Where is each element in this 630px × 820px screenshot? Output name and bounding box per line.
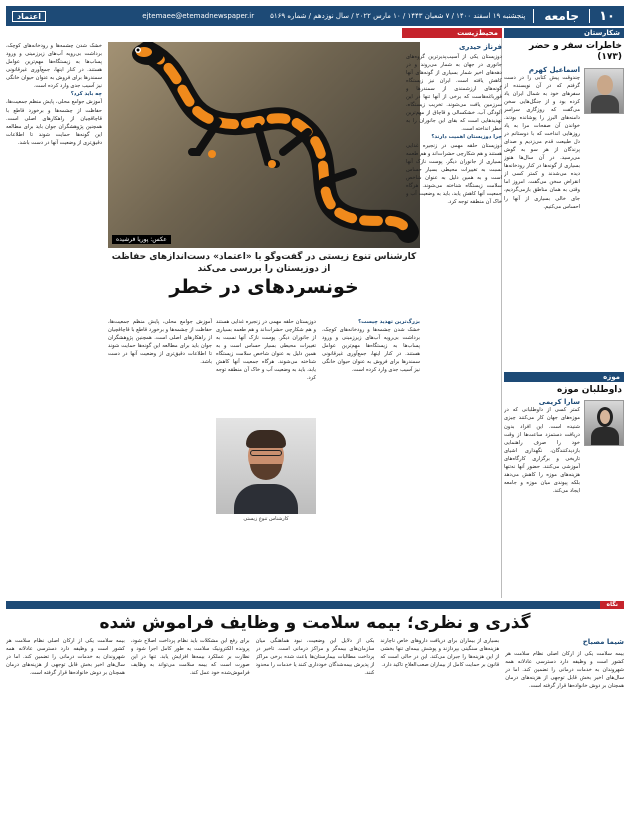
interviewee-photo — [216, 418, 316, 514]
lower-column-3: یکی از دلایل این وضعیت، نبود هماهنگی میان سازمان‌های بیمه‌گر و مراکز درمانی است. تاخیر در پرداخت مطالبات بیمارستان‌ها باعث شده برخی مراکز از پذیرش بیمه‌شدگان خودداری کنند یا خدمات را محدود کنند. — [255, 638, 375, 677]
lower-column-4: برای رفع این مشکلات باید نظام پرداخت اصلاح شود، پرونده الکترونیک سلامت به طور کامل اجرا شود و نظارت بر عملکرد بیمه‌ها افزایش یابد. تنها در این صورت است که بیمه سلامت می‌تواند به وظایف فراموش‌شده خود عمل کند. — [130, 638, 250, 677]
article-text-6: آموزش جوامع محلی، پایش منظم جمعیت‌ها، حفاظت از چشمه‌ها و برخورد قاطع با قاچاقچیان از راهکارهای اصلی است. همچنین پژوهشگران جوان باید برای مطالعه این گونه‌ها حمایت شوند تا اطلاعات دقیق‌تری از وضعیت آنها در دست باشد. — [108, 319, 212, 366]
lower-article — [6, 601, 624, 813]
article-text-1: دوزیستان یکی از آسیب‌پذیرترین گروه‌های جانوری در جهان به شمار می‌روند و در دهه‌های اخیر شمار بسیاری از گونه‌های آنها کاهش یافته است. ایران نیز زیستگاه گونه‌های ارزشمندی از سمندرها و قورباغه‌هاست که برخی از آنها تنها در این سرزمین یافت می‌شوند. تخریب زیستگاه، آلودگی آب، خشکسالی و قاچاق از مهم‌ترین تهدیدهایی است که بقای این جانوران را به خطر انداخته است. — [406, 53, 502, 133]
lower-author: شیما مصباح — [582, 638, 624, 646]
photo-shirt-shape — [234, 484, 298, 514]
article-column-left — [6, 42, 102, 598]
column-title-museum: داوطلبان موزه — [556, 384, 622, 395]
headline-block — [108, 252, 420, 300]
right-column — [504, 28, 624, 598]
photo-hair-shape — [246, 430, 286, 448]
column-author: اسماعیل کهرم — [528, 65, 580, 74]
page-header — [6, 6, 624, 26]
page-number: ۱۰ — [599, 8, 615, 24]
lower-columns — [6, 637, 624, 813]
lower-text-1: بیمه سلامت یکی از ارکان اصلی نظام سلامت هر کشور است و وظیفه دارد دسترسی عادلانه همه شهروندان به خدمات درمانی را تضمین کند. اما در سال‌های اخیر بخش قابل توجهی از هزینه‌های درمان همچنان بر دوش خانواده‌ها قرار گرفته است. — [505, 650, 624, 690]
lower-headline: گذری و نظری؛ بیمه سلامت و وظایف فراموش شده — [99, 613, 531, 633]
newspaper-logo: اعتماد — [12, 11, 46, 22]
column-title: خاطرات سفر و حضر (۱۷۳) — [529, 41, 622, 62]
column-label: شکارستان — [504, 28, 624, 38]
lower-column-5: بیمه سلامت یکی از ارکان اصلی نظام سلامت هر کشور است و وظیفه دارد دسترسی عادلانه همه شهروندان به خدمات درمانی را تضمین کند. اما در سال‌های اخیر بخش قابل توجهی از هزینه‌های درمان همچنان بر دوش خانواده‌ها قرار گرفته است. — [6, 638, 125, 677]
article-section-label: محیط‌زیست — [402, 28, 502, 38]
portrait-body-shape — [591, 427, 619, 445]
section-email[interactable]: ejtemaee@etemadnewspaper.ir — [142, 12, 255, 20]
article-question-1: چرا دوزیستان اهمیت دارند؟ — [431, 134, 502, 141]
date-line: پنجشنبه ۱۹ اسفند ۱۴۰۰ / ۷ شعبان ۱۴۴۳ / ۱۰ مارس ۲۰۲۲ / سال نوزدهم / شماره ۵۱۶۹ — [270, 12, 526, 20]
article-text-2: دوزیستان حلقه مهمی در زنجیره غذایی هستند و هم شکارچی حشرات‌اند و هم طعمه بسیاری از جانوران دیگر. پوست نازک آنها نسبت به تغییرات محیطی بسیار حساس است و به همین دلیل به عنوان شاخص سلامت زیستگاه شناخته می‌شوند. هرگاه جمعیت آنها کاهش یابد، باید به وضعیت آب و خاک آن منطقه توجه کرد. — [406, 142, 502, 205]
photo-beard-shape — [250, 464, 282, 480]
article-question-2: بزرگ‌ترین تهدید چیست؟ — [358, 319, 420, 325]
portrait-body-shape — [591, 95, 619, 113]
article-headline: خونسردهای در خطر — [169, 276, 359, 299]
lower-section-label: نگاه — [600, 601, 624, 609]
article-question-3: چه باید کرد؟ — [70, 91, 102, 98]
section-title: جامعه — [533, 9, 590, 23]
main-article — [6, 28, 502, 600]
lower-section-bar — [6, 601, 624, 609]
lower-column-2: بسیاری از بیماران برای دریافت داروهای خاص ناچارند هزینه‌های سنگینی بپردازند و پوشش بیمه‌ای تنها بخشی از این هزینه‌ها را جبران می‌کند. این در حالی است که قانون بر حمایت کامل از بیماران صعب‌العلاج تاکید دارد. — [380, 638, 500, 669]
article-kicker: کارشناس تنوع زیستی در گفت‌وگو با «اعتماد» دست‌اندازهای حفاظت از دوزیستان را بررسی می‌کند — [111, 252, 417, 274]
photo-caption: کارشناس تنوع زیستی — [243, 516, 289, 522]
portrait-head-shape — [597, 407, 613, 427]
photo-glasses-shape — [250, 450, 282, 456]
column-text: چندوقت پیش کتابی را در دست گرفتم که در آن نویسنده از سفرهای خود به شمال ایران یاد کرده بود و از جنگل‌هایی سخن می‌گفت که روزگاری سراسر دامنه‌های البرز را پوشانده بودند. خواندن آن صفحات مرا به یاد روزهایی انداخت که با دوستانم در دل طبیعت قدم می‌زدیم و صدای پرندگان از هر سو به گوش می‌رسید. در آن سال‌ها هنوز بسیاری از گونه‌ها در کنار رودخانه‌ها دیده می‌شدند و کمتر کسی از انقراض سخن می‌گفت. امروز اما وقتی به همان مناطق بازمی‌گردیم، جای خالی بسیاری از آنها را احساس می‌کنیم. — [504, 74, 580, 210]
column-author-museum: سارا کریمی — [538, 398, 580, 407]
article-text-7: دوزیستان حلقه مهمی در زنجیره غذایی هستند و هم شکارچی حشرات‌اند و هم طعمه بسیاری از جانوران دیگر. پوست نازک آنها نسبت به تغییرات محیطی بسیار حساس است و به همین دلیل به عنوان شاخص سلامت زیستگاه شناخته می‌شوند. هرگاه جمعیت آنها کاهش یابد، باید به وضعیت آب و خاک آن منطقه توجه کرد. — [216, 319, 316, 382]
column-text-museum: کمتر کسی از داوطلبانی که در موزه‌های جهان کار می‌کنند چیزی شنیده است. این افراد بدون دریافت دستمزد ساعت‌ها از وقت خود را صرف راهنمایی بازدیدکنندگان، نگهداری اشیای تاریخی و برگزاری کارگاه‌های آموزشی می‌کنند. حضور آنها نه‌تنها هزینه‌های موزه را کاهش می‌دهد بلکه پیوندی میان موزه و جامعه ایجاد می‌کند. — [504, 407, 580, 495]
column-label-museum: موزه — [504, 372, 624, 382]
author-portrait — [584, 68, 624, 114]
article-column-3 — [108, 318, 212, 598]
salamander-illustration — [108, 42, 420, 248]
salamander-photo — [108, 42, 420, 248]
photo-credit: عکس: پوریا فرشیده — [112, 235, 171, 244]
lower-column-1 — [505, 637, 624, 813]
article-column-2 — [322, 318, 420, 598]
author-portrait-museum — [584, 400, 624, 446]
article-text-3: خشک شدن چشمه‌ها و رودخانه‌های کوچک، برداشت بی‌رویه آب‌های زیرزمینی و ورود پساب‌ها به زیستگاه‌ها مهم‌ترین عوامل هستند. در کنار اینها، جمع‌آوری غیرقانونی سمندرها برای فروش به عنوان حیوان خانگی نیز آسیب جدی وارد کرده است. — [6, 43, 102, 90]
article-author: فرناز حیدری — [458, 43, 502, 51]
portrait-head-shape — [597, 75, 613, 95]
article-text-5: خشک شدن چشمه‌ها و رودخانه‌های کوچک، برداشت بی‌رویه آب‌های زیرزمینی و ورود پساب‌ها به زیستگاه‌ها مهم‌ترین عوامل هستند. در کنار اینها، جمع‌آوری غیرقانونی سمندرها برای فروش به عنوان حیوان خانگی نیز آسیب جدی وارد کرده است. — [322, 327, 420, 374]
article-text-4: آموزش جوامع محلی، پایش منظم جمعیت‌ها، حفاظت از چشمه‌ها و برخورد قاطع با قاچاقچیان از راهکارهای اصلی است. همچنین پژوهشگران جوان باید برای مطالعه این گونه‌ها حمایت شوند تا اطلاعات دقیق‌تری از وضعیت آنها در دست باشد. — [6, 99, 102, 146]
article-column-4 — [216, 318, 316, 414]
article-column-1 — [406, 42, 502, 598]
